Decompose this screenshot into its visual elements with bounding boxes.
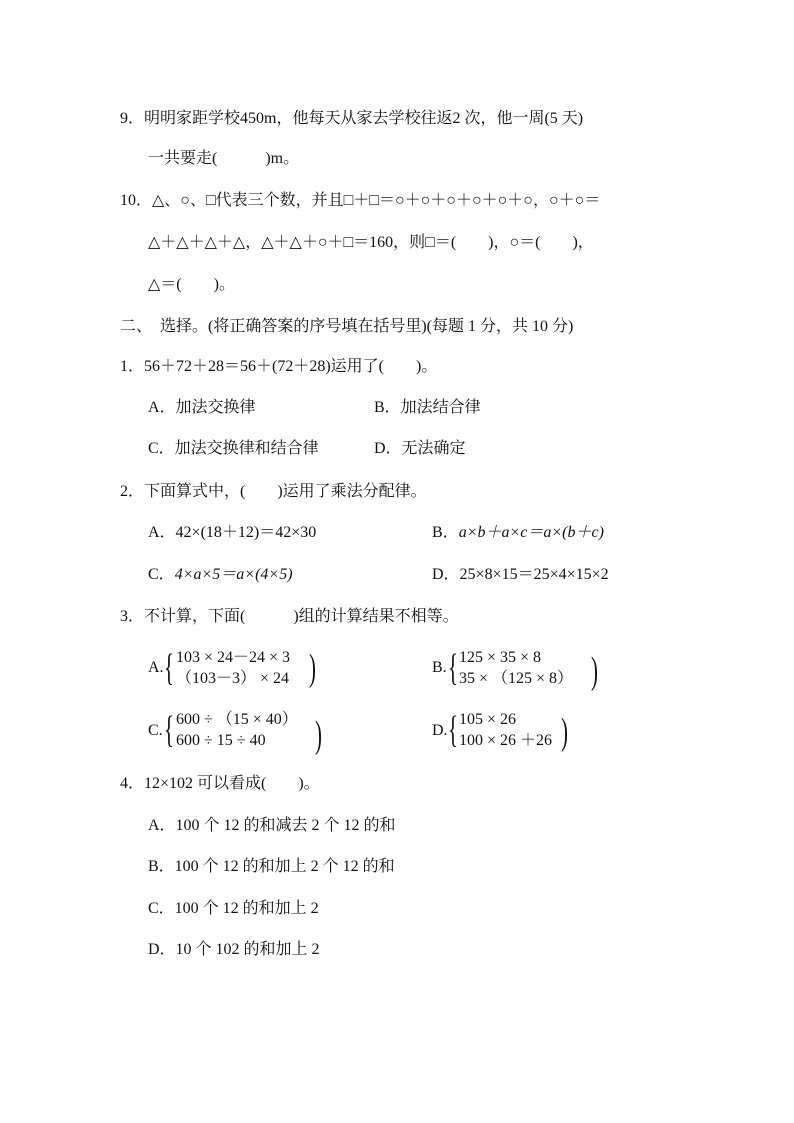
q9-line2: 一共要走( )m。 [148, 150, 300, 167]
c3-option-c-row1: 600 ÷ （15 × 40） [176, 711, 298, 728]
q10-line3: △＝( )。 [148, 276, 235, 293]
c1-option-b: B．加法结合律 [374, 399, 481, 416]
q9-line1: 9．明明家距学校450m，他每天从家去学校往返2 次，他一周(5 天) [120, 110, 584, 127]
c2-option-b [432, 522, 604, 544]
c2-option-c-expr: 4×a×5＝a×(4×5) [174, 566, 293, 583]
c3-option-b-system [459, 647, 573, 689]
c3-option-a-row2: （103－3） × 24 [176, 670, 290, 687]
c3-option-d-brace: { [448, 709, 459, 751]
c4-stem: 4．12×102 可以看成( )。 [120, 775, 320, 792]
c3-stem: 3．不计算，下面( )组的计算结果不相等。 [120, 608, 459, 625]
c3-option-d-row2: 100 × 26 ＋26 [459, 732, 553, 749]
c3-option-c-system [176, 709, 298, 751]
c1-stem: 1．56＋72＋28＝56＋(72＋28)运用了( )。 [120, 358, 438, 375]
c3-option-c-row2: 600 ÷ 15 ÷ 40 [176, 732, 266, 749]
c3-option-d-row1: 105 × 26 [459, 711, 517, 728]
c3-option-a-brace: { [164, 647, 175, 689]
section2-heading: 二、 选择。(将正确答案的序号填在括号里)(每题 1 分，共 10 分) [120, 318, 574, 335]
c3-option-d-label: D. [432, 722, 448, 739]
c3-option-a-row1: 103 × 24－24 × 3 [176, 649, 291, 666]
c2-option-a: A．42×(18＋12)＝42×30 [148, 524, 317, 541]
c2-option-b-expr: a×b＋a×c＝a×(b＋c) [458, 524, 604, 541]
c3-option-b-close: ) [591, 650, 598, 692]
c3-option-a-close: ) [309, 647, 316, 689]
c3-option-b-label: B. [432, 659, 447, 676]
c3-option-c-brace: { [164, 709, 175, 751]
c2-stem: 2．下面算式中，( )运用了乘法分配律。 [120, 483, 427, 500]
c2-option-c-prefix: C． [148, 566, 175, 583]
c3-option-c-label: C. [148, 722, 163, 739]
c1-option-d: D．无法确定 [374, 440, 466, 457]
c4-option-d: D．10 个 102 的和加上 2 [148, 941, 320, 958]
c3-option-c-close: ) [315, 714, 322, 756]
c3-option-d-close: ) [561, 711, 568, 753]
c4-option-b: B．100 个 12 的和加上 2 个 12 的和 [148, 858, 395, 875]
c3-option-d-system [459, 709, 552, 751]
q10-line1: 10．△、○、□代表三个数，并且□＋□＝○＋○＋○＋○＋○＋○，○＋○＝ [120, 192, 601, 209]
c3-option-b-brace: { [448, 647, 459, 689]
c2-option-d: D．25×8×15＝25×4×15×2 [432, 566, 609, 583]
c4-option-a: A．100 个 12 的和减去 2 个 12 的和 [148, 817, 396, 834]
c4-option-c: C．100 个 12 的和加上 2 [148, 900, 319, 917]
c1-option-c: C．加法交换律和结合律 [148, 440, 319, 457]
c2-option-c [148, 564, 293, 586]
c2-option-b-prefix: B． [432, 524, 459, 541]
c1-option-a: A．加法交换律 [148, 399, 256, 416]
c3-option-a-label: A. [148, 659, 164, 676]
c3-option-a-system [176, 647, 290, 689]
c3-option-b-row2: 35 × （125 × 8） [459, 670, 574, 687]
c3-option-b-row1: 125 × 35 × 8 [459, 649, 542, 666]
q10-line2: △＋△＋△＋△，△＋△＋○＋□＝160，则□＝( )，○＝( )， [148, 234, 594, 251]
